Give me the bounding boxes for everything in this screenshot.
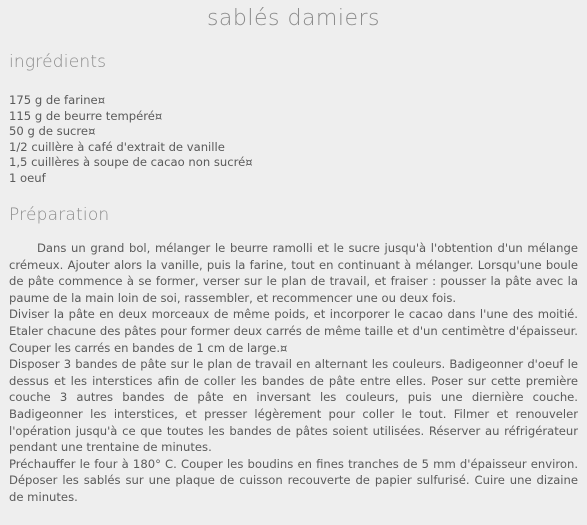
ingredient-item: 175 g de farine¤ [9,93,106,107]
recipe-title: sablés damiers [206,6,381,31]
preparation-paragraph: Préchauffer le four à 180° C. Couper les boudins en fines tranches de 5 mm d'épaisseur environ. Déposer les sablés sur une plaque de cuisson recouverte de papier sulfurisé. Cuire une dizaine de minutes. [9,456,578,504]
ingredient-item: 1 oeuf [9,170,46,185]
preparation-paragraph: Disposer 3 bandes de pâte sur le plan de travail en alternant les couleurs. Badigeonner d'oeuf le dessus et les interstices afin de coller les bandes de pâte entre elles. Poser sur cette première couche 3 autres bandes de pâte en inversant les couleurs, puis une diernière couche. Badigeonner les interstices, et presser légèrement pour coller le tout. Filmer et renouveler l'opération jusqu'à ce que toutes les bandes de pâtes soient utilisées. Réserver au réfrigérateur pendant une trentaine de minutes. [9,357,578,455]
ingredient-item: 1,5 cuillères à soupe de cacao non sucré¤ [9,155,253,170]
preparation-heading: Préparation [9,205,110,225]
ingredient-item: 1/2 cuillère à café d'extrait de vanille [9,139,225,154]
ingredient-item: 115 g de beurre tempéré¤ [9,108,163,123]
ingredients-heading: ingrédients [9,52,107,72]
preparation-paragraph: Dans un grand bol, mélanger le beurre ramolli et le sucre jusqu'à l'obtention d'un mélange crémeux. Ajouter alors la vanille, puis la farine, tout en continuant à mélanger. Lorsqu'une boule de pâte commence à se former, verser sur le plan de travail, et fraiser : pousser la pâte avec la paume de la main loin de soi, rassembler, et recommencer une ou deux fois. [9,241,578,305]
preparation-paragraph: Diviser la pâte en deux morceaux de même poids, et incorporer le cacao dans l'une des moitié. Etaler chacune des pâtes pour former deux carrés de même taille et d'un centimètre d'épaisseur. Couper les carrés en bandes de 1 cm de large.¤ [9,307,578,355]
ingredients-list [9,93,253,187]
preparation-text [9,240,578,506]
ingredient-item: 50 g de sucre¤ [9,124,96,139]
